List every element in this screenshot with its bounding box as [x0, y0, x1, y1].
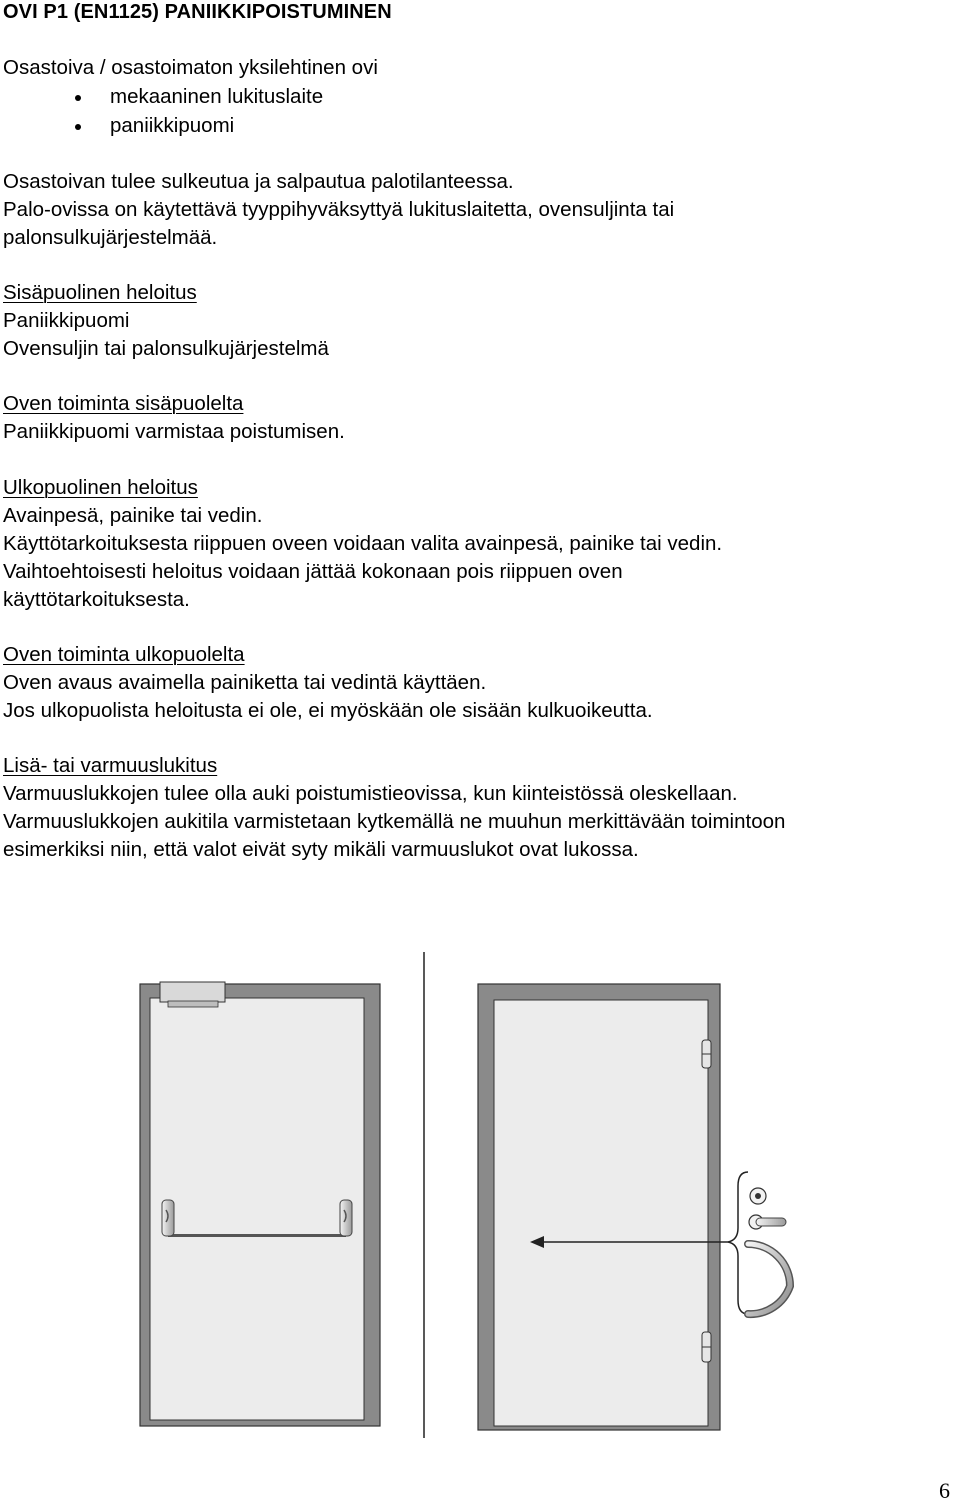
paragraph-line: käyttötarkoituksesta. — [3, 588, 190, 611]
paragraph-line: Oven avaus avaimella painiketta tai vedintä käyttäen. — [3, 671, 487, 694]
paragraph-line: Ovensuljin tai palonsulkujärjestelmä — [3, 337, 329, 360]
door-illustration — [0, 945, 960, 1445]
section-heading: Lisä- tai varmuuslukitus — [3, 754, 218, 777]
paragraph-line: Paniikkipuomi varmistaa poistumisen. — [3, 420, 345, 443]
section-heading: Ulkopuolinen heloitus — [3, 476, 198, 499]
page-number: 6 — [939, 1478, 950, 1503]
paragraph-line: Käyttötarkoituksesta riippuen oveen voidaan valita avainpesä, painike tai vedin. — [3, 532, 723, 555]
paragraph-line: palonsulkujärjestelmää. — [3, 226, 218, 249]
paragraph-line: Palo-ovissa on käytettävä tyyppihyväksyttyä lukituslaitetta, ovensuljinta tai — [3, 198, 675, 221]
hinge-icon — [702, 1040, 711, 1068]
door-leaf — [150, 998, 364, 1420]
bullet-item: paniikkipuomi — [110, 114, 235, 137]
paragraph-line: Jos ulkopuolista heloitusta ei ole, ei myöskään ole sisään kulkuoikeutta. — [3, 699, 653, 722]
paragraph-line: Vaihtoehtoisesti heloitus voidaan jättää kokonaan pois riippuen oven — [3, 560, 623, 583]
section-heading: Sisäpuolinen heloitus — [3, 281, 197, 304]
paragraph-line: Varmuuslukkojen tulee olla auki poistumistieovissa, kun kiinteistössä oleskellaan. — [3, 782, 738, 805]
section-heading: Oven toiminta ulkopuolelta — [3, 643, 245, 666]
inside-door — [140, 982, 380, 1426]
paragraph-line: Paniikkipuomi — [3, 309, 130, 332]
hinge-icon — [702, 1332, 711, 1362]
bullet-item: mekaaninen lukituslaite — [110, 85, 324, 108]
pull-handle-icon — [748, 1244, 790, 1314]
outside-door — [478, 984, 720, 1430]
intro-text: Osastoiva / osastoimaton yksilehtinen ovi — [3, 56, 378, 79]
page-title: OVI P1 (EN1125) PANIIKKIPOISTUMINEN — [3, 1, 392, 23]
door-closer-icon — [160, 982, 225, 1007]
bullet-dot — [75, 95, 81, 101]
bullet-dot — [75, 124, 81, 130]
key-cylinder-icon — [750, 1188, 766, 1204]
paragraph-line: Avainpesä, painike tai vedin. — [3, 504, 263, 527]
paragraph-line: Varmuuslukkojen aukitila varmistetaan kytkemällä ne muuhun merkittävään toimintoon — [3, 810, 786, 833]
lever-handle-icon — [749, 1215, 786, 1229]
paragraph-line: esimerkiksi niin, että valot eivät syty mikäli varmuuslukot ovat lukossa. — [3, 838, 639, 861]
paragraph-line: Osastoivan tulee sulkeutua ja salpautua palotilanteessa. — [3, 170, 514, 193]
door-leaf — [494, 1000, 708, 1426]
section-heading: Oven toiminta sisäpuolelta — [3, 392, 244, 415]
